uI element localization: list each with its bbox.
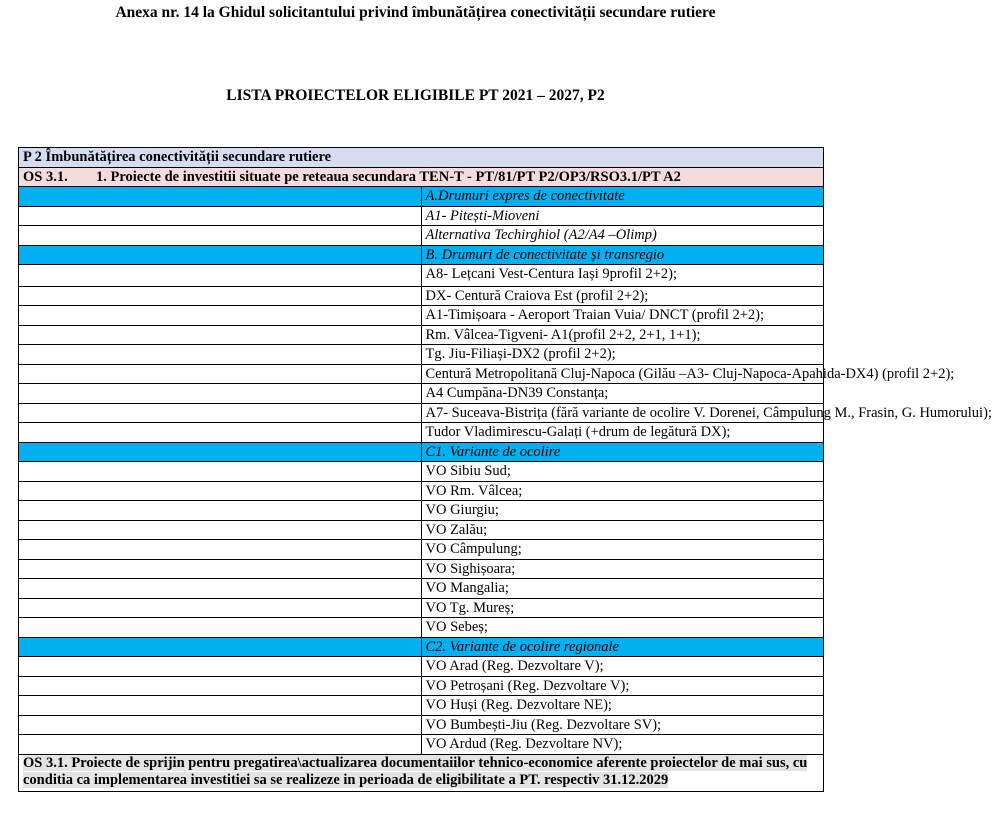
table-row: [19, 657, 824, 677]
project-item: Alternativa Techirghiol (A2/A4 –Olimp): [421, 226, 824, 246]
table-row: [19, 715, 824, 735]
project-item: VO Mangalia;: [421, 579, 824, 599]
project-item: VO Sighișoara;: [421, 559, 824, 579]
priority-row: [19, 148, 824, 168]
table-row: [19, 559, 824, 579]
footer-row: [19, 754, 824, 791]
project-item: VO Bumbești-Jiu (Reg. Dezvoltare SV);: [421, 715, 824, 735]
table-row: [19, 735, 824, 755]
table-row: [19, 540, 824, 560]
footer-text: OS 3.1. Proiecte de sprijin pentru pregatirea\actualizarea documentaiilor tehnico-economice aferente proiectelor de mai sus, cu conditia ca implementarea investitiei sa se realizeze in perioada de eligibilitate a PT. respectiv 31.12.2029: [23, 754, 808, 788]
table-row: [19, 403, 824, 423]
project-item: Rm. Vâlcea-Tigveni- A1(profil 2+2, 2+1, 1+1);: [421, 325, 824, 345]
table-row: [19, 306, 824, 326]
table-row: [19, 286, 824, 306]
table-row: [19, 206, 824, 226]
table-row: [19, 265, 824, 287]
project-item: A4 Cumpăna-DN39 Constanța;: [421, 384, 824, 404]
project-item: A7- Suceava-Bistrița (fără variante de ocolire V. Dorenei, Câmpulung M., Frasin, G. Humorului);: [421, 403, 824, 423]
project-item: VO Ardud (Reg. Dezvoltare NV);: [421, 735, 824, 755]
project-item: VO Huși (Reg. Dezvoltare NE);: [421, 696, 824, 716]
project-item: DX- Centură Craiova Est (profil 2+2);: [421, 286, 824, 306]
project-item: VO Tg. Mureș;: [421, 598, 824, 618]
os-text: 1. Proiecte de investitii situate pe reteaua secundara TEN-T - PT/81/PT P2/OP3/RSO3.1/PT A2: [96, 168, 681, 185]
eligible-projects-table: [18, 147, 992, 792]
section-c1-header: [19, 442, 824, 462]
table-row: [19, 618, 824, 638]
annex-title: Anexa nr. 14 la Ghidul solicitantului privind îmbunătățirea conectivității secundare rutiere: [115, 4, 716, 21]
section-b-header: [19, 245, 824, 265]
table-row: [19, 676, 824, 696]
project-item: Tudor Vladimirescu-Galați (+drum de legătură DX);: [421, 423, 824, 443]
section-c1-title: C1. Variante de ocolire: [421, 442, 824, 462]
project-item: VO Rm. Vâlcea;: [421, 481, 824, 501]
project-item: Centură Metropolitană Cluj-Napoca (Gilău –A3- Cluj-Napoca-Apahida-DX4) (profil 2+2);: [421, 364, 824, 384]
table-row: [19, 423, 824, 443]
project-item: A1- Pitești-Mioveni: [421, 206, 824, 226]
section-a-title: A.Drumuri expres de conectivitate: [421, 187, 824, 207]
table-row: [19, 345, 824, 365]
section-b-title: B. Drumuri de conectivitate și transregio: [421, 245, 824, 265]
project-item: Tg. Jiu-Filiași-DX2 (profil 2+2);: [421, 345, 824, 365]
project-item: A1-Timișoara - Aeroport Traian Vuia/ DNCT (profil 2+2);: [421, 306, 824, 326]
project-item: VO Petroșani (Reg. Dezvoltare V);: [421, 676, 824, 696]
table-row: [19, 462, 824, 482]
os-row: [19, 167, 824, 187]
table-row: [19, 364, 824, 384]
project-item: VO Sebeș;: [421, 618, 824, 638]
section-c2-title: C2. Variante de ocolire regionale: [421, 637, 824, 657]
os-cell: [19, 167, 824, 187]
table-row: [19, 481, 824, 501]
project-item: A8- Lețcani Vest-Centura Iași 9profil 2+2);: [421, 265, 824, 287]
project-item: VO Giurgiu;: [421, 501, 824, 521]
project-item: VO Sibiu Sud;: [421, 462, 824, 482]
project-item: VO Arad (Reg. Dezvoltare V);: [421, 657, 824, 677]
table-row: [19, 696, 824, 716]
table-row: [19, 384, 824, 404]
table-row: [19, 579, 824, 599]
table-row: [19, 501, 824, 521]
os-code: OS 3.1.: [23, 168, 68, 185]
list-title: LISTA PROIECTELOR ELIGIBILE PT 2021 – 2027, P2: [226, 87, 605, 104]
section-c2-header: [19, 637, 824, 657]
table-row: [19, 325, 824, 345]
priority-cell: P 2 Îmbunătățirea conectivității secundare rutiere: [19, 148, 824, 168]
table-row: [19, 598, 824, 618]
table-row: [19, 226, 824, 246]
footer-cell: [19, 754, 824, 791]
project-item: VO Zalău;: [421, 520, 824, 540]
section-a-header: [19, 187, 824, 207]
project-item: VO Câmpulung;: [421, 540, 824, 560]
table-row: [19, 520, 824, 540]
